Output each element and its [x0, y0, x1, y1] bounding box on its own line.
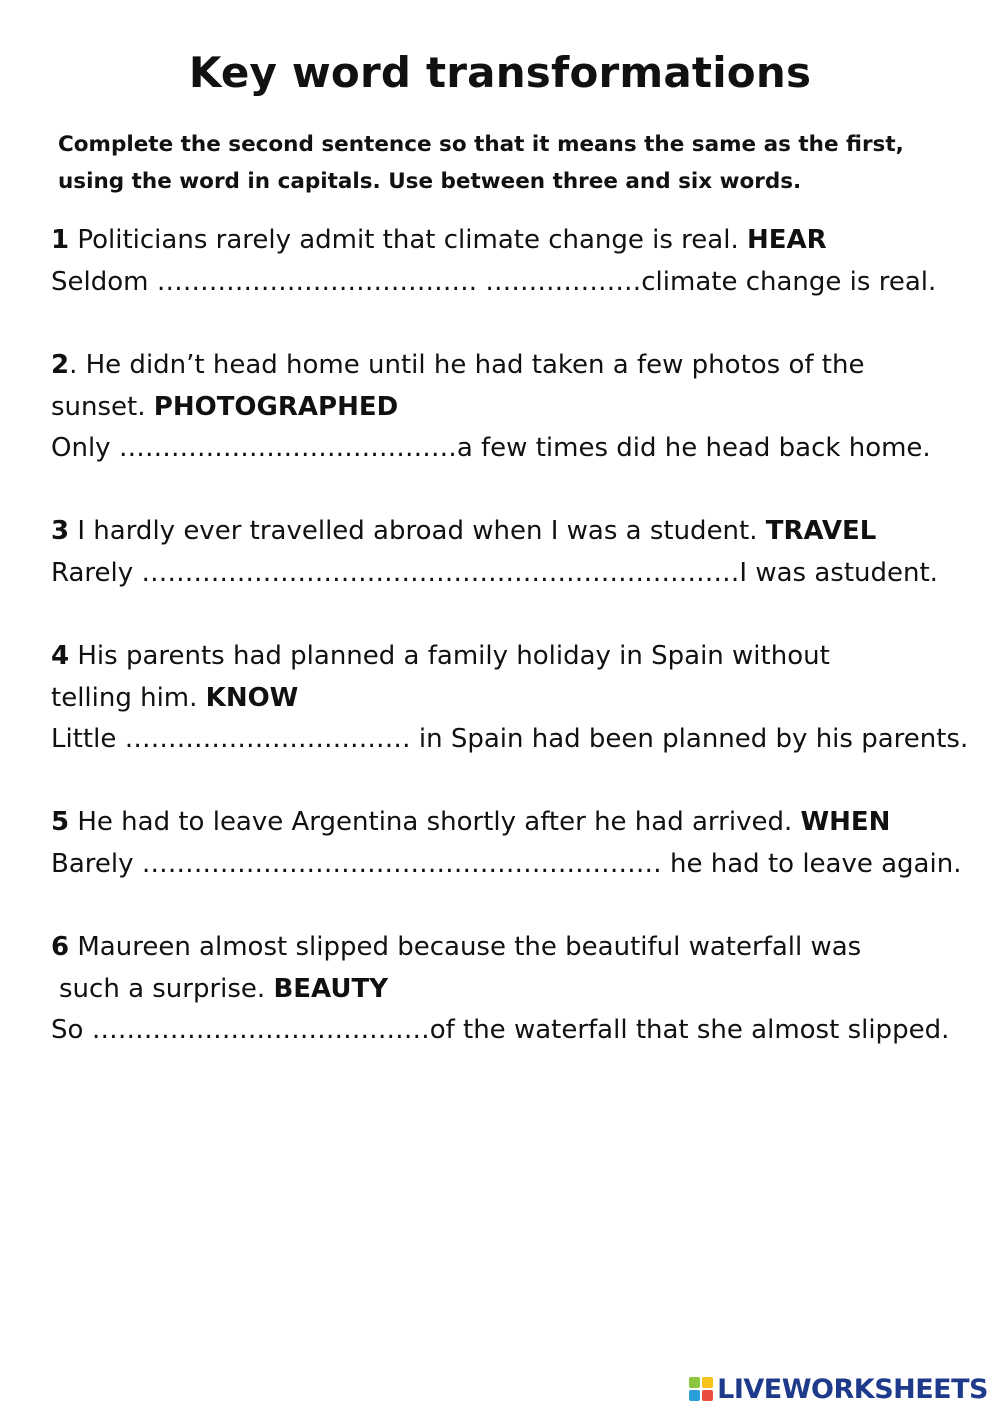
- exercise-4-prompt: [51, 636, 996, 678]
- exercise-5-prompt: [51, 802, 996, 844]
- exercise-number-suffix: .: [69, 350, 78, 380]
- exercise-prompt-text: He had to leave Argentina shortly after he had arrived.: [69, 807, 801, 837]
- liveworksheets-logo-icon: [688, 1376, 714, 1402]
- exercise-4: [51, 636, 996, 761]
- exercise-5: [51, 802, 996, 885]
- instructions: [58, 126, 988, 200]
- answer-gap[interactable]: ……………………………: [124, 724, 419, 754]
- exercise-prompt-text: sunset.: [51, 391, 154, 422]
- exercise-2-answer-line: [51, 428, 996, 470]
- exercise-keyword: PHOTOGRAPHED: [153, 391, 399, 422]
- answer-gap[interactable]: ……………………………………………………………: [141, 557, 740, 588]
- exercise-2: [51, 345, 996, 470]
- exercise-prompt-text: Maureen almost slipped because the beautiful waterfall was: [69, 932, 862, 962]
- logo-square-green: [689, 1377, 700, 1388]
- page-title: Key word transformations: [188, 48, 812, 97]
- exercise-number: 1: [51, 225, 70, 255]
- exercise-4-prompt-continued: [51, 678, 996, 720]
- exercise-6: [51, 927, 996, 1052]
- answer-start: Rarely: [51, 557, 142, 588]
- answer-gap[interactable]: ……………………………………………………: [141, 848, 671, 879]
- answer-end: of the waterfall that she almost slipped.: [429, 1015, 950, 1045]
- liveworksheets-logo[interactable]: [688, 1372, 988, 1406]
- exercise-2-prompt: [51, 345, 996, 387]
- logo-square-yellow: [702, 1377, 713, 1388]
- answer-gap[interactable]: …………………………………: [91, 1015, 430, 1045]
- logo-square-blue: [689, 1390, 700, 1401]
- exercise-6-prompt-continued: [51, 969, 996, 1011]
- answer-end: in Spain had been planned by his parents.: [418, 724, 969, 754]
- instructions-line-2: using the word in capitals. Use between three and six words.: [58, 169, 802, 194]
- answer-end: I was astudent.: [739, 557, 938, 588]
- exercise-1-prompt: [51, 220, 996, 262]
- exercise-number: 2: [51, 350, 70, 380]
- answer-start: Little: [51, 724, 125, 754]
- answer-end: he had to leave again.: [670, 848, 962, 879]
- exercise-prompt-text: Politicians rarely admit that climate change is real.: [69, 225, 747, 255]
- exercise-3-prompt: [51, 511, 996, 553]
- exercise-keyword: WHEN: [800, 807, 891, 837]
- answer-start: Seldom: [51, 266, 157, 297]
- exercise-2-prompt-continued: [51, 387, 996, 429]
- exercise-keyword: HEAR: [747, 225, 827, 255]
- answer-start: Only: [51, 433, 119, 463]
- exercise-6-prompt: [51, 927, 996, 969]
- answer-gap[interactable]: ………………………………. ………………: [156, 266, 642, 297]
- exercise-keyword: TRAVEL: [765, 516, 877, 546]
- exercise-1: [51, 220, 996, 303]
- exercise-prompt-text: telling him.: [51, 682, 206, 713]
- answer-end: a few times did he head back home.: [456, 433, 931, 463]
- instructions-line-1: Complete the second sentence so that it means the same as the first,: [58, 132, 904, 157]
- answer-start: So: [51, 1015, 92, 1045]
- exercise-1-answer-line: [51, 262, 996, 304]
- exercise-number: 3: [51, 516, 70, 546]
- exercise-number: 6: [51, 932, 70, 962]
- exercise-3: [51, 511, 996, 594]
- exercise-number: 4: [51, 641, 70, 671]
- exercise-keyword: KNOW: [205, 682, 299, 713]
- exercise-4-answer-line: [51, 719, 996, 761]
- answer-gap[interactable]: …………………………………: [118, 433, 457, 463]
- exercise-number: 5: [51, 807, 70, 837]
- exercise-3-answer-line: [51, 553, 996, 595]
- answer-start: Barely: [51, 848, 142, 879]
- exercise-prompt-text: He didn’t head home until he had taken a few photos of the: [77, 350, 865, 380]
- exercise-prompt-text: such a surprise.: [59, 973, 274, 1004]
- exercise-prompt-text: His parents had planned a family holiday in Spain without: [69, 641, 830, 671]
- exercise-prompt-text: I hardly ever travelled abroad when I was a student.: [69, 516, 766, 546]
- exercise-6-answer-line: [51, 1010, 996, 1052]
- exercise-keyword: BEAUTY: [273, 973, 389, 1004]
- logo-square-red: [702, 1390, 713, 1401]
- exercise-5-answer-line: [51, 844, 996, 886]
- answer-end: climate change is real.: [641, 266, 937, 297]
- logo-text: LIVEWORKSHEETS: [717, 1373, 988, 1405]
